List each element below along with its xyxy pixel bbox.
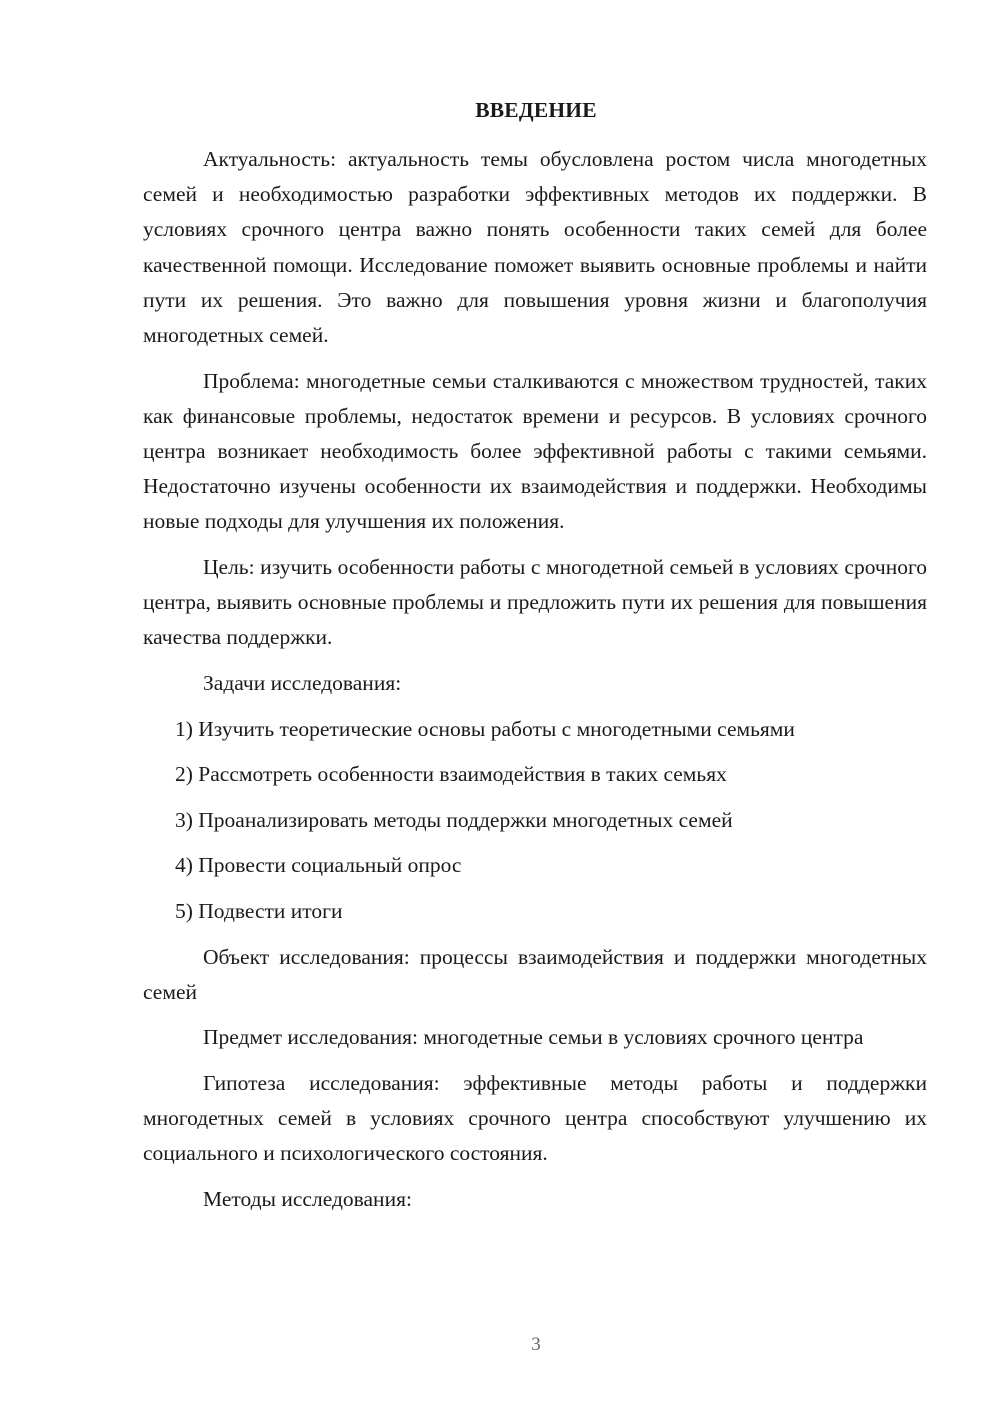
goal-paragraph: Цель: изучить особенности работы с многодетной семьей в условиях срочного центра, выявить основные проблемы и предложить пути их решения для повышения качества поддержки. <box>143 555 927 650</box>
page-title: ВВЕДЕНИЕ <box>475 98 597 122</box>
task-item-3: 3) Проанализировать методы поддержки многодетных семей <box>175 807 733 832</box>
relevance-paragraph: Актуальность: актуальность темы обусловлена ростом числа многодетных семей и необходимостью разработки эффективных методов их поддержки. В условиях срочного центра важно понять особенности таких семей для более качественной помощи. Исследование поможет выявить основные проблемы и найти пути их решения. Это важно для повышения уровня жизни и благополучия многодетных семей. <box>143 147 927 348</box>
task-item-5: 5) Подвести итоги <box>175 898 343 923</box>
tasks-heading: Задачи исследования: <box>203 671 402 696</box>
subject-paragraph: Предмет исследования: многодетные семьи в условиях срочного центра <box>203 1025 864 1050</box>
methods-heading: Методы исследования: <box>203 1186 412 1211</box>
hypothesis-paragraph: Гипотеза исследования: эффективные методы работы и поддержки многодетных семей в условиях срочного центра способствуют улучшению их социального и психологического состояния. <box>143 1070 927 1166</box>
task-item-1: 1) Изучить теоретические основы работы с многодетными семьями <box>175 716 795 741</box>
problem-paragraph: Проблема: многодетные семьи сталкиваются с множеством трудностей, таких как финансовые проблемы, недостаток времени и ресурсов. В условиях срочного центра возникает необходимость более эффективной работы с такими семьями. Недостаточно изучены особенности их взаимодействия и поддержки. Необходимы новые подходы для улучшения их положения. <box>143 368 927 534</box>
document-body <box>143 142 927 1228</box>
tasks-list <box>143 712 927 930</box>
object-paragraph: Объект исследования: процессы взаимодействия и поддержки многодетных семей <box>143 944 927 1004</box>
task-item-4: 4) Провести социальный опрос <box>175 853 462 878</box>
page-number: 3 <box>531 1334 541 1355</box>
task-item-2: 2) Рассмотреть особенности взаимодействия в таких семьях <box>175 762 727 787</box>
